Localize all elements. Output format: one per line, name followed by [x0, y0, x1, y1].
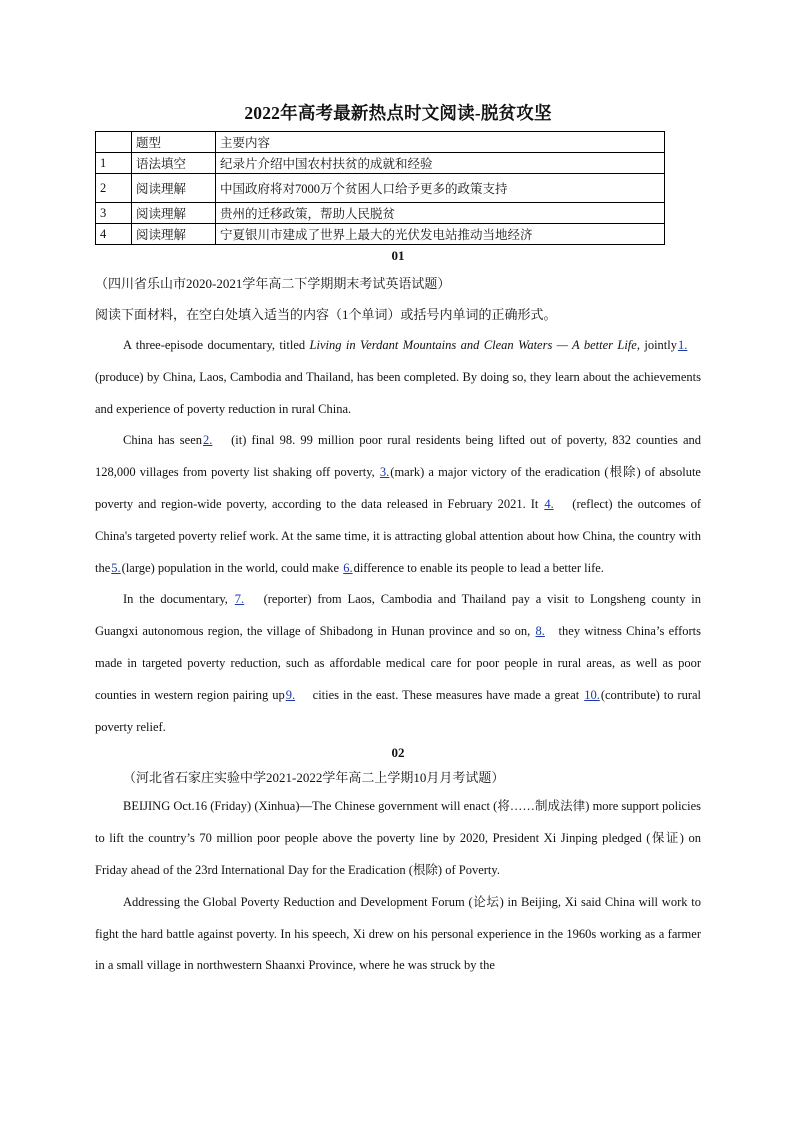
passage-paragraph	[95, 330, 701, 425]
text-run: jointly	[639, 338, 677, 352]
text-run: (contribute) to rural poverty relief.	[95, 687, 702, 734]
blank-3[interactable]: 3.	[379, 465, 390, 480]
text-run: they witness China’s efforts made in targeted poverty reduction, such as affordable medical care for poor people in rural areas, as well as poor counties in western region pairing up	[95, 624, 701, 702]
table-cell-number: 4	[96, 224, 132, 245]
document-page	[95, 100, 701, 982]
documentary-title: Living in Verdant Mountains and Clean Waters — A better Life,	[309, 338, 640, 352]
passage-paragraph: Addressing the Global Poverty Reduction and Development Forum (论坛) in Beijing, Xi said China will work to fight the hard battle against poverty. In his speech, Xi drew on his personal experience in the 1960s working as a farmer in a small village in northwestern Shaanxi Province, where he was struck by the	[95, 894, 701, 973]
blank-2[interactable]: 2.	[203, 433, 213, 448]
table-cell-type: 语法填空	[132, 153, 216, 174]
table-row	[96, 174, 665, 203]
table-header-cell	[96, 132, 132, 153]
text-run: A three-episode documentary, titled	[123, 338, 310, 352]
table-header-row	[96, 132, 665, 153]
text-run: China has seen	[123, 433, 202, 448]
text-run: (reflect) the outcomes of China's targeted poverty relief work. At the same time, it is attracting global attention about how China, the country with the	[95, 496, 701, 575]
table-header-cell: 题型	[132, 132, 216, 153]
text-run: In the documentary,	[123, 592, 234, 607]
text-run: cities in the east. These measures have made a great	[308, 687, 584, 702]
table-cell-number: 2	[96, 174, 132, 203]
section-source: （四川省乐山市2020-2021学年高二下学期期末考试英语试题）	[95, 276, 451, 291]
text-run: (large) population in the world, could make	[121, 560, 343, 575]
table-cell-content: 中国政府将对7000万个贫困人口给予更多的政策支持	[216, 174, 665, 203]
table-cell-type: 阅读理解	[132, 203, 216, 224]
blank-10[interactable]: 10.	[584, 687, 600, 702]
text-run: (mark) a major victory of the eradication (根除) of absolute poverty and region-wide poverty, according to the data released in February 2021. It	[95, 465, 701, 511]
section-source: （河北省石家庄实验中学2021-2022学年高二上学期10月月考试题）	[123, 770, 505, 786]
section-instruction: 阅读下面材料，在空白处填入适当的内容（1个单词）或括号内单词的正确形式。	[95, 307, 557, 322]
table-cell-content: 贵州的迁移政策，帮助人民脱贫	[216, 203, 665, 224]
table-cell-number: 1	[96, 153, 132, 174]
blank-1[interactable]: 1.	[678, 338, 688, 352]
section-number: 01	[391, 248, 405, 263]
blank-4[interactable]: 4.	[544, 496, 554, 511]
passage-paragraph	[95, 425, 701, 584]
table-cell-type: 阅读理解	[132, 224, 216, 245]
table-cell-type: 阅读理解	[132, 174, 216, 203]
blank-7[interactable]: 7.	[234, 592, 245, 607]
text-run: (produce) by China, Laos, Cambodia and Thailand, has been completed. By doing so, they learn about the achievements and experience of poverty reduction in rural China.	[95, 369, 701, 416]
passage-paragraph	[95, 584, 701, 743]
blank-6[interactable]: 6.	[343, 560, 353, 575]
section-number: 02	[391, 745, 405, 761]
blank-8[interactable]: 8.	[535, 624, 545, 639]
topic-table	[95, 131, 665, 245]
text-run: (reporter) from Laos, Cambodia and Thailand pay a visit to Longsheng county in Guangxi autonomous region, the village of Shibadong in Hunan province and so on,	[95, 592, 701, 639]
blank-9[interactable]: 9.	[285, 687, 296, 702]
table-cell-content: 纪录片介绍中国农村扶贫的成就和经验	[216, 153, 665, 174]
table-row	[96, 224, 665, 245]
table-header-cell: 主要内容	[216, 132, 665, 153]
table-cell-content: 宁夏银川市建成了世界上最大的光伏发电站推动当地经济	[216, 224, 665, 245]
blank-5[interactable]: 5.	[111, 560, 121, 575]
text-run: (it) final 98. 99 million poor rural residents being lifted out of poverty, 832 counties and 128,000 villages from poverty list shaking off poverty,	[95, 433, 701, 480]
text-run: difference to enable its people to lead a better life.	[353, 560, 604, 575]
table-row	[96, 153, 665, 174]
table-row	[96, 203, 665, 224]
table-cell-number: 3	[96, 203, 132, 224]
passage-paragraph: BEIJING Oct.16 (Friday) (Xinhua)—The Chinese government will enact (将……制成法律) more support policies to lift the country’s 70 million poor people above the poverty line by 2020, President Xi Jinping pledged (保证) on Friday ahead of the 23rd International Day for the Eradication (根除) of Poverty.	[95, 799, 701, 877]
document-title: 2022年高考最新热点时文阅读-脱贫攻坚	[244, 103, 552, 123]
